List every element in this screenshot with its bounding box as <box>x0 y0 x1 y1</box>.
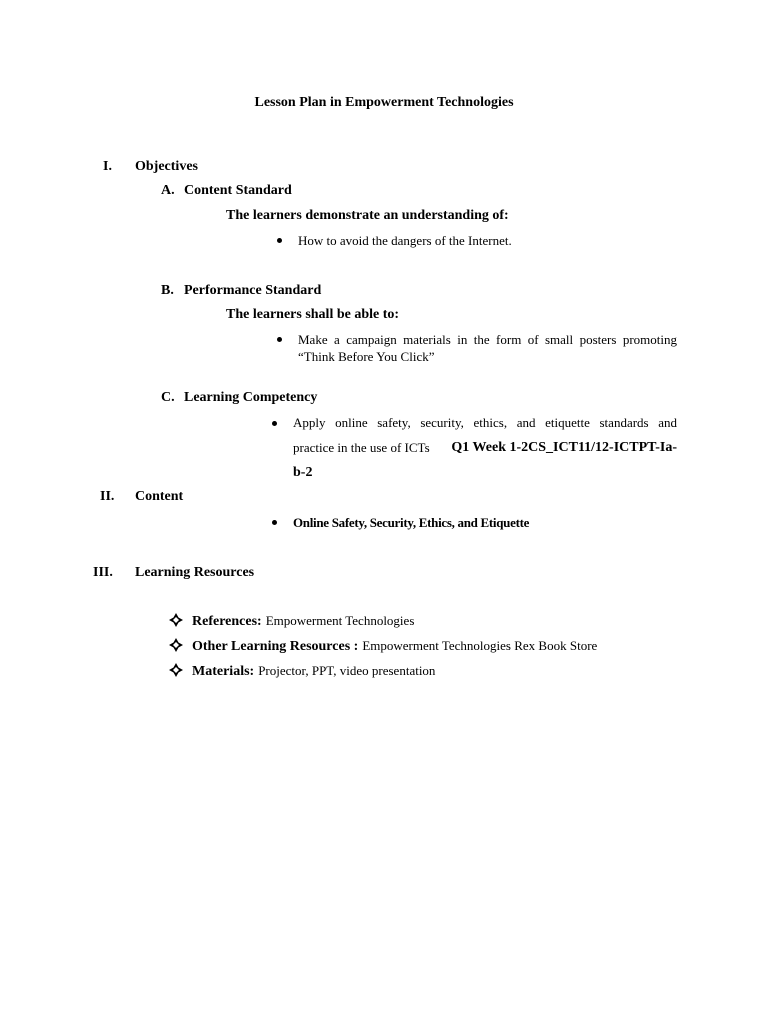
resource-item-other-learning-resources <box>192 637 597 656</box>
bullet-icon <box>272 520 277 525</box>
section-heading-content: Content <box>135 489 184 504</box>
resource-value: Empowerment Technologies Rex Book Store <box>362 638 598 653</box>
content-standard-lead: The learners demonstrate an understanding of: <box>226 208 509 223</box>
learning-competency-text: practice in the use of ICTs <box>293 440 430 455</box>
performance-standard-lead: The learners shall be able to: <box>226 307 400 322</box>
subsection-letter-c: C. <box>161 390 175 405</box>
document-title: Lesson Plan in Empowerment Technologies <box>254 95 514 110</box>
resource-value: Empowerment Technologies <box>265 613 415 628</box>
learning-competency-code-continued: b-2 <box>293 465 313 480</box>
performance-standard-bullet-line2: “Think Before You Click” <box>298 349 435 364</box>
diamond-bullet-icon <box>169 613 183 627</box>
subsection-heading-performance-standard: Performance Standard <box>184 283 322 298</box>
learning-competency-bullet-line2 <box>293 439 677 457</box>
learning-competency-code: Q1 Week 1-2CS_ICT11/12-ICTPT-Ia- <box>451 440 677 455</box>
bullet-icon <box>272 421 277 426</box>
resource-item-references <box>192 612 414 631</box>
diamond-bullet-icon <box>169 638 183 652</box>
resource-label: Other Learning Resources : <box>192 639 359 654</box>
content-standard-bullet: How to avoid the dangers of the Internet. <box>298 233 512 248</box>
section-numeral-objectives: I. <box>103 159 112 174</box>
bullet-icon <box>277 337 282 342</box>
content-bullet: Online Safety, Security, Ethics, and Etiquette <box>293 515 530 530</box>
diamond-bullet-icon <box>169 663 183 677</box>
section-numeral-learning-resources: III. <box>93 565 113 580</box>
resource-item-materials <box>192 662 435 681</box>
section-heading-objectives: Objectives <box>135 159 198 174</box>
subsection-letter-b: B. <box>161 283 174 298</box>
resource-label: References: <box>192 614 262 629</box>
subsection-letter-a: A. <box>161 183 175 198</box>
section-numeral-content: II. <box>100 489 115 504</box>
subsection-heading-learning-competency: Learning Competency <box>184 390 318 405</box>
learning-competency-bullet-line1: Apply online safety, security, ethics, and etiquette standards and <box>293 415 677 430</box>
subsection-heading-content-standard: Content Standard <box>184 183 292 198</box>
resource-value: Projector, PPT, video presentation <box>258 663 436 678</box>
resource-label: Materials: <box>192 664 255 679</box>
section-heading-learning-resources: Learning Resources <box>135 565 255 580</box>
bullet-icon <box>277 238 282 243</box>
performance-standard-bullet-line1: Make a campaign materials in the form of small posters promoting <box>298 332 677 347</box>
